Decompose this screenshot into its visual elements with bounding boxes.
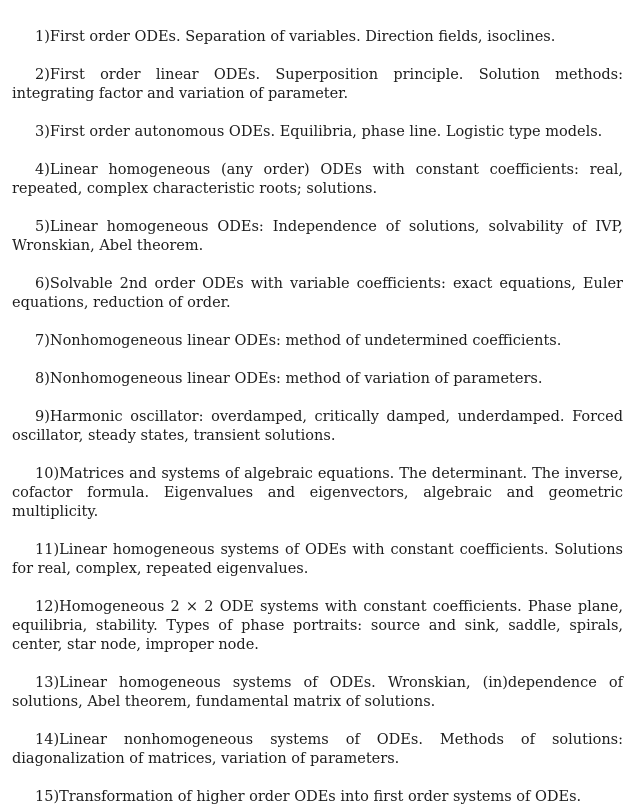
topic-item-6: 6)Solvable 2nd order ODEs with variable coefficients: exact equations, Euler equations, reduction of order. [12,276,623,311]
topic-item-4: 4)Linear homogeneous (any order) ODEs with constant coefficients: real, repeated, complex characteristic roots; solutions. [12,162,623,197]
topic-item-9: 9)Harmonic oscillator: overdamped, critically damped, underdamped. Forced oscillator, steady states, transient solutions. [12,409,623,444]
topic-item-13: 13)Linear homogeneous systems of ODEs. Wronskian, (in)dependence of solutions, Abel theorem, fundamental matrix of solutions. [12,675,623,710]
topic-item-7: 7)Nonhomogeneous linear ODEs: method of undetermined coefficients. [35,333,562,349]
topic-item-10: 10)Matrices and systems of algebraic equations. The determinant. The inverse, cofactor formula. Eigenvalues and eigenvectors, algebraic and geometric multiplicity. [12,466,623,520]
topic-item-5: 5)Linear homogeneous ODEs: Independence of solutions, solvability of IVP, Wronskian, Abel theorem. [12,219,623,254]
topic-item-3: 3)First order autonomous ODEs. Equilibria, phase line. Logistic type models. [35,124,603,140]
topic-item-11: 11)Linear homogeneous systems of ODEs with constant coefficients. Solutions for real, complex, repeated eigenvalues. [12,542,623,577]
topic-item-14: 14)Linear nonhomogeneous systems of ODEs. Methods of solutions: diagonalization of matrices, variation of parameters. [12,732,623,767]
topic-item-15: 15)Transformation of higher order ODEs into first order systems of ODEs. [35,789,582,805]
topic-item-1: 1)First order ODEs. Separation of variables. Direction fields, isoclines. [35,29,556,45]
topic-item-12: 12)Homogeneous 2 × 2 ODE systems with constant coefficients. Phase plane, equilibria, stability. Types of phase portraits: source and sink, saddle, spirals, center, star node, improper node. [12,599,623,653]
topic-item-2: 2)First order linear ODEs. Superposition principle. Solution methods: integrating factor and variation of parameter. [12,67,623,102]
topic-item-8: 8)Nonhomogeneous linear ODEs: method of variation of parameters. [35,371,543,387]
